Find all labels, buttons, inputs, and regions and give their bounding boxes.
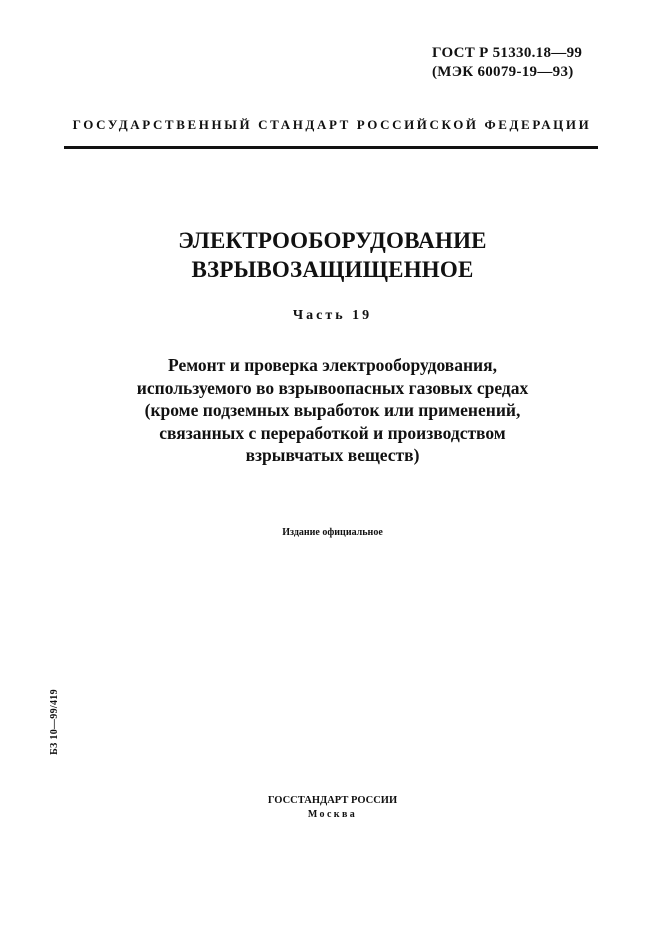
- side-code: БЗ 10—99/419: [49, 689, 60, 755]
- header-divider: [64, 146, 598, 149]
- subtitle-line: используемого во взрывоопасных газовых средах: [136, 377, 529, 398]
- iec-number: (МЭК 60079-19—93): [432, 64, 574, 80]
- edition-label: Издание официальное: [282, 527, 383, 538]
- subtitle-line: (кроме подземных выработок или применений,: [144, 400, 521, 420]
- subtitle-line: взрывчатых веществ): [245, 445, 420, 465]
- document-subtitle: [60, 354, 605, 467]
- subtitle-line: Ремонт и проверка электрооборудования,: [168, 355, 497, 375]
- publisher-name: ГОССТАНДАРТ РОССИИ: [267, 795, 398, 806]
- document-title-line: ВЗРЫВОЗАЩИЩЕННОЕ: [191, 257, 474, 282]
- standard-number-block: [432, 44, 622, 82]
- header-title: ГОСУДАРСТВЕННЫЙ СТАНДАРТ РОССИЙСКОЙ ФЕДЕРАЦИИ: [72, 117, 592, 132]
- document-title: [60, 226, 605, 284]
- part-label: Часть 19: [292, 308, 373, 323]
- subtitle-line: связанных с переработкой и производством: [159, 422, 506, 443]
- publisher-city: Москва: [307, 809, 358, 820]
- gost-number: ГОСТ Р 51330.18—99: [432, 45, 583, 61]
- document-title-line: ЭЛЕКТРООБОРУДОВАНИЕ: [178, 228, 487, 253]
